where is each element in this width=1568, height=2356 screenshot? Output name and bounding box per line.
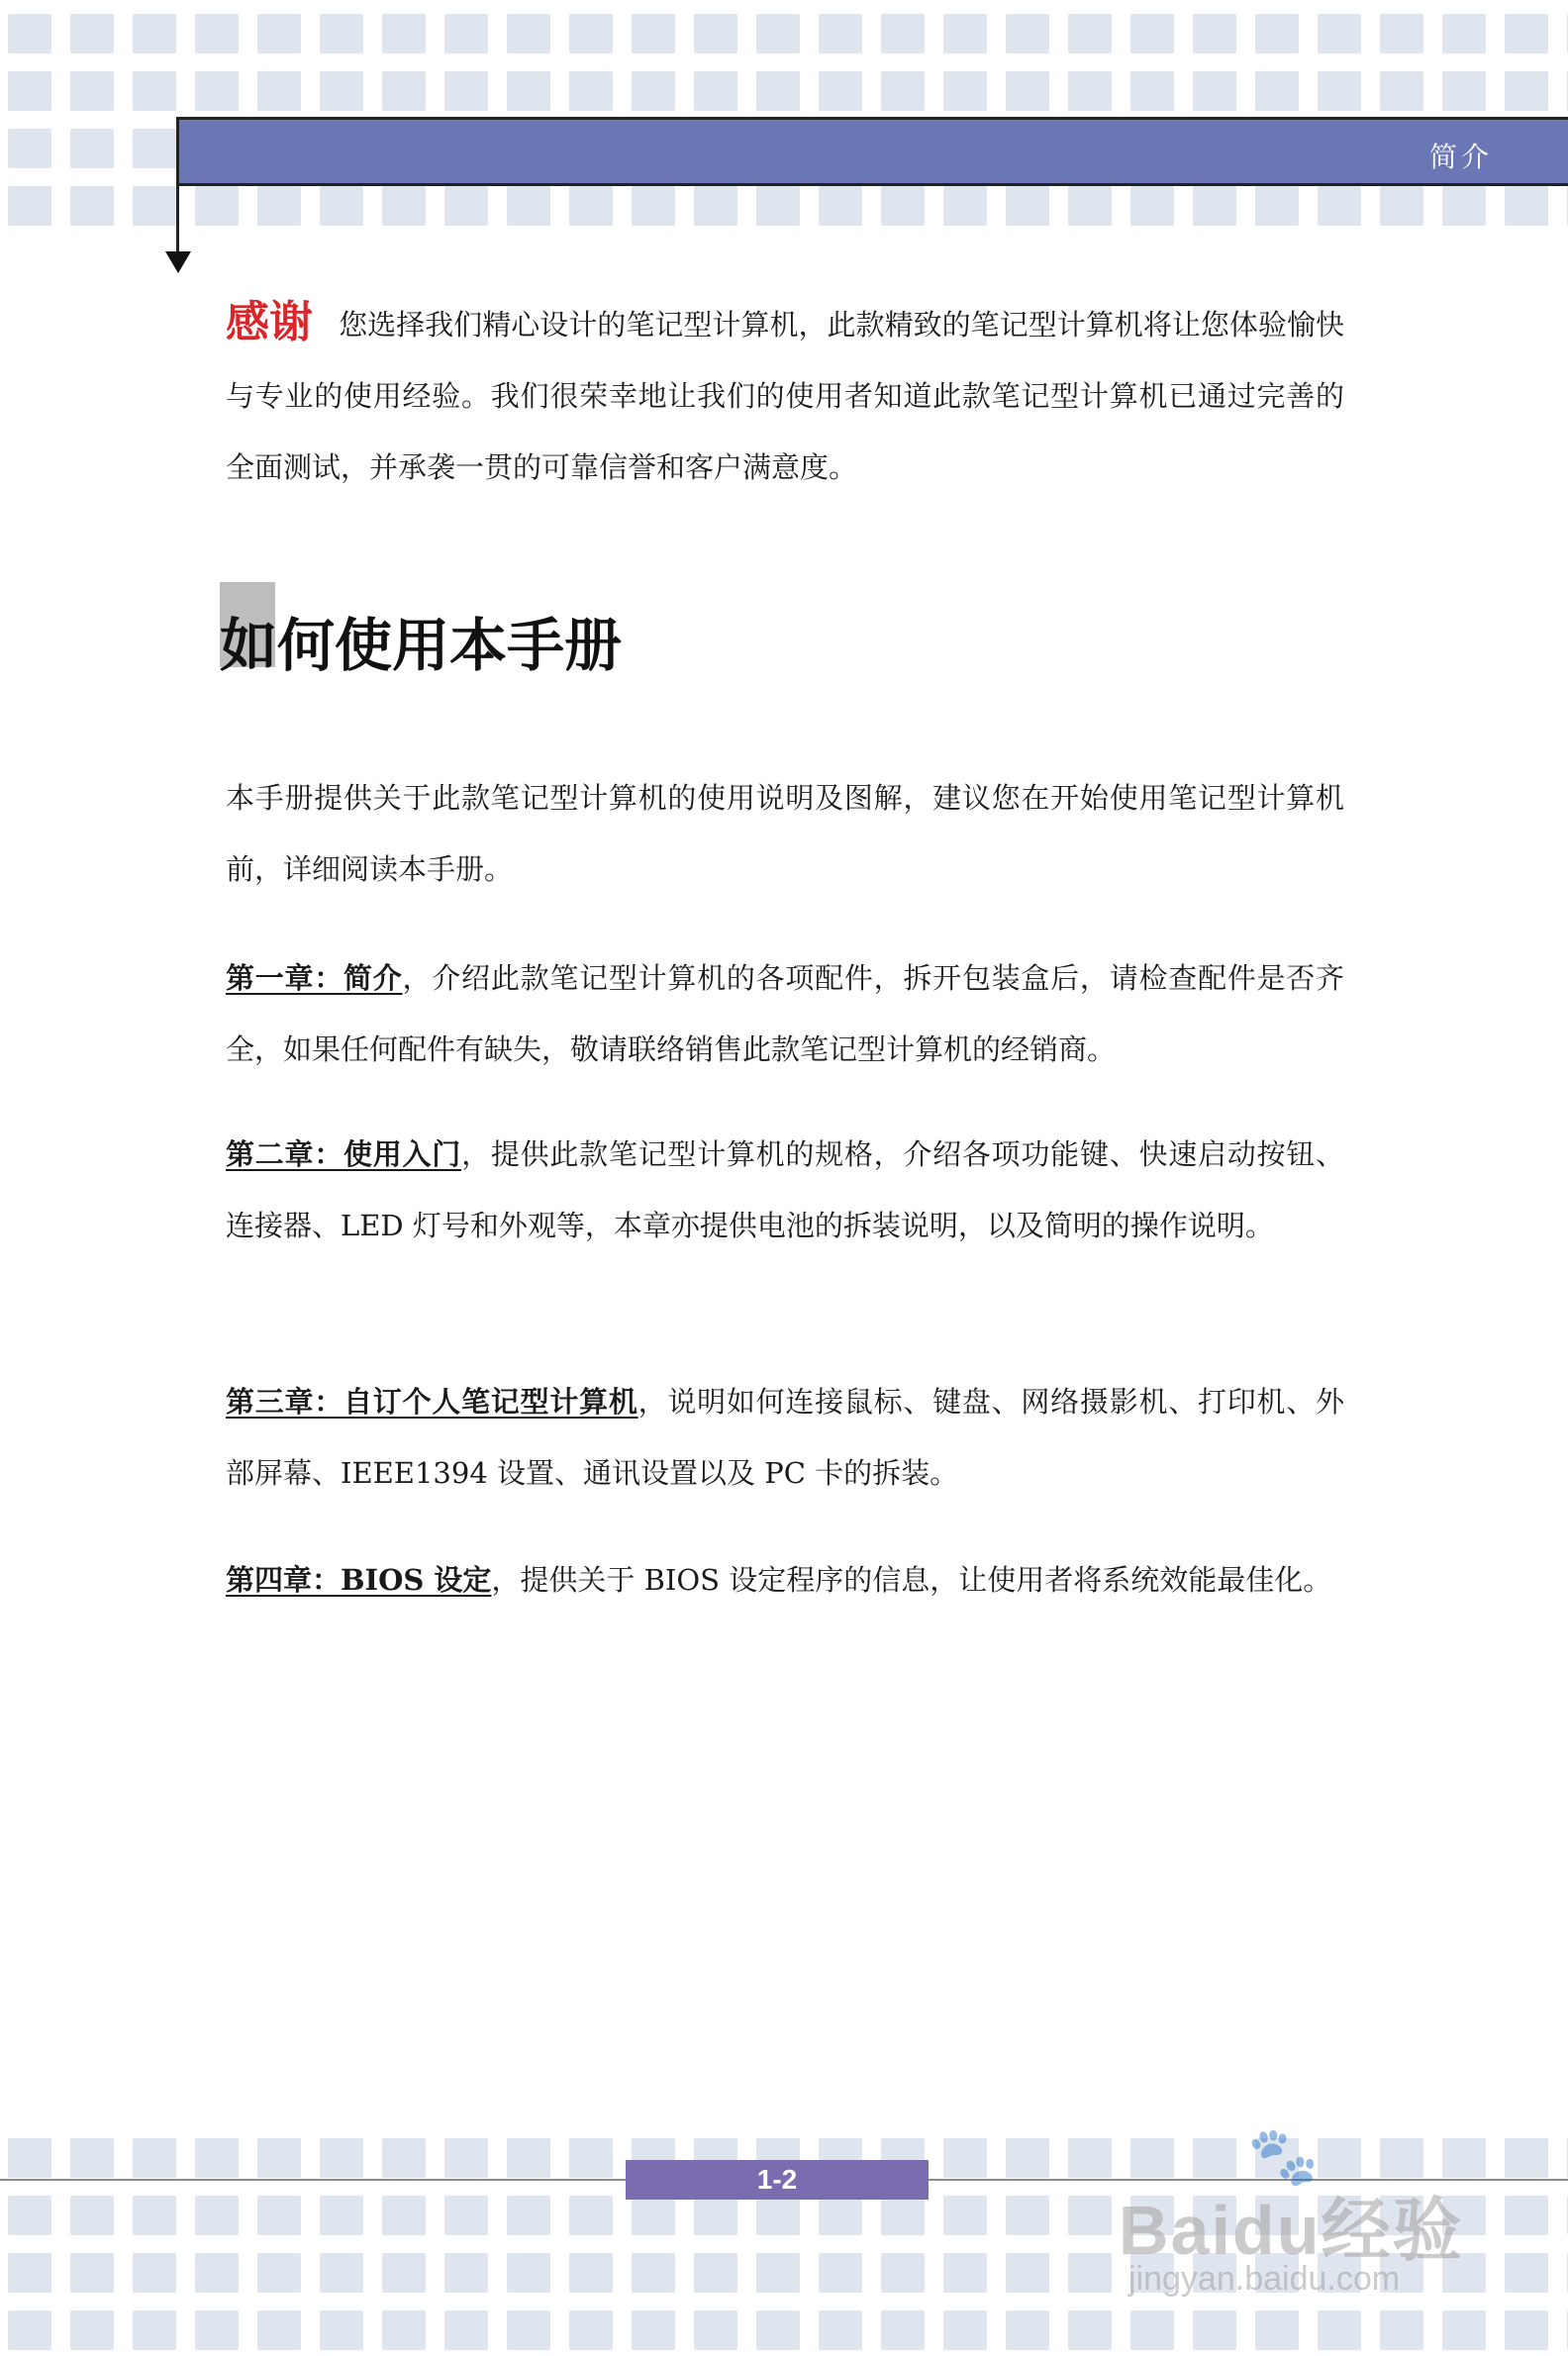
tile (8, 2196, 51, 2235)
tile (1505, 71, 1548, 111)
tile (8, 2138, 51, 2178)
tile (1442, 71, 1486, 111)
tile (1505, 2310, 1548, 2350)
tile (257, 71, 301, 111)
tile (694, 2253, 737, 2293)
tile (1193, 2310, 1236, 2350)
chapter-4-text: ，提供关于 BIOS 设定程序的信息，让使用者将系统效能最佳化。 (491, 1563, 1332, 1597)
tile (943, 71, 987, 111)
tile (1380, 2310, 1423, 2350)
tile (632, 2310, 675, 2350)
tile (70, 2196, 114, 2235)
tile (382, 2196, 426, 2235)
tile (1318, 186, 1361, 226)
tile (1006, 2138, 1049, 2178)
tile (382, 186, 426, 226)
tile (8, 71, 51, 111)
tile (1130, 71, 1174, 111)
tile (320, 2253, 363, 2293)
tile (257, 2310, 301, 2350)
tile (1006, 14, 1049, 53)
tile (756, 2253, 800, 2293)
intro-paragraph-block (226, 287, 1344, 503)
tile (257, 2196, 301, 2235)
tile (569, 2138, 613, 2178)
tile (1255, 2310, 1299, 2350)
tile (257, 186, 301, 226)
tile (819, 2310, 862, 2350)
tile (1442, 14, 1486, 53)
tile (133, 2196, 176, 2235)
tile (320, 14, 363, 53)
tile (382, 2138, 426, 2178)
tile (694, 71, 737, 111)
tile (8, 129, 51, 168)
tile (382, 2253, 426, 2293)
tile (881, 71, 925, 111)
tile (195, 2253, 239, 2293)
tile (943, 186, 987, 226)
tile (943, 2138, 987, 2178)
tile (1068, 14, 1112, 53)
tile (133, 2138, 176, 2178)
tile (1193, 71, 1236, 111)
tile (507, 2138, 550, 2178)
tile (1006, 71, 1049, 111)
chapter-2-title: 第二章：使用入门 (226, 1137, 462, 1171)
tile (756, 2196, 800, 2235)
tile (632, 71, 675, 111)
tile (943, 2253, 987, 2293)
tile (569, 14, 613, 53)
tile (1442, 186, 1486, 226)
chapter-3-text: ，说明如何连接鼠标、键盘、网络摄影机、打印机、外部屏幕、IEEE1394 设置、通讯设置以及 PC 卡的拆装。 (226, 1385, 1344, 1490)
tile (943, 2310, 987, 2350)
tile (382, 14, 426, 53)
tile (8, 186, 51, 226)
tile (1380, 186, 1423, 226)
tile (881, 186, 925, 226)
tile (632, 186, 675, 226)
tile (195, 2310, 239, 2350)
tile (1068, 186, 1112, 226)
tile (632, 2253, 675, 2293)
thanks-text: 您选择我们精心设计的笔记型计算机，此款精致的笔记型计算机将让您体验愉快与专业的使用经验。我们很荣幸地让我们的使用者知道此款笔记型计算机已通过完善的全面测试，并承袭一贯的可靠信誉和客户满意度。 (226, 308, 1344, 484)
tile (943, 14, 987, 53)
heading-block (220, 582, 623, 679)
tile (1505, 14, 1548, 53)
header-vertical-line (176, 117, 179, 255)
tile (70, 186, 114, 226)
tile (195, 14, 239, 53)
tile (1130, 2310, 1174, 2350)
tile (694, 2310, 737, 2350)
overview-paragraph: 本手册提供关于此款笔记型计算机的使用说明及图解，建议您在开始使用笔记型计算机前，详细阅读本手册。 (226, 781, 1344, 886)
tile (1318, 71, 1361, 111)
tile (1006, 2253, 1049, 2293)
tile (257, 14, 301, 53)
thanks-word: 感谢 (226, 297, 314, 347)
tile (569, 71, 613, 111)
tile (756, 2310, 800, 2350)
tile (320, 2310, 363, 2350)
section-title: 简介 (1428, 141, 1493, 173)
tile (819, 2253, 862, 2293)
tile (507, 2310, 550, 2350)
tile (1130, 186, 1174, 226)
watermark (1099, 2113, 1515, 2311)
tile (569, 2253, 613, 2293)
tile (1255, 71, 1299, 111)
tile (1193, 14, 1236, 53)
tile (819, 14, 862, 53)
tile (70, 2138, 114, 2178)
tile (694, 186, 737, 226)
tile (444, 2310, 488, 2350)
tile (133, 186, 176, 226)
tile (382, 2310, 426, 2350)
tile (756, 14, 800, 53)
tile (444, 186, 488, 226)
tile (257, 2253, 301, 2293)
tile (195, 2138, 239, 2178)
chapter-4-block (226, 1544, 1344, 1616)
tile (70, 129, 114, 168)
chapter-1-title: 第一章：简介 (226, 961, 403, 995)
tile (507, 2196, 550, 2235)
tile (1318, 2310, 1361, 2350)
chapter-2-block (226, 1119, 1344, 1261)
tile (1380, 14, 1423, 53)
tile (881, 2196, 925, 2235)
chapter-3-title: 第三章：自订个人笔记型计算机 (226, 1385, 638, 1419)
chapter-2-paragraph (226, 1119, 1344, 1261)
tile (1130, 14, 1174, 53)
down-arrow-icon (165, 251, 191, 273)
tile (320, 71, 363, 111)
tile (195, 186, 239, 226)
chapter-1-block (226, 942, 1344, 1085)
tile (1380, 71, 1423, 111)
chapter-4-paragraph (226, 1544, 1344, 1616)
tile (507, 186, 550, 226)
tile (507, 71, 550, 111)
tile (569, 186, 613, 226)
tile (756, 186, 800, 226)
tile (819, 186, 862, 226)
tile (133, 129, 176, 168)
tile (8, 2253, 51, 2293)
tile (320, 2196, 363, 2235)
tile (1068, 2310, 1112, 2350)
overview-block (226, 762, 1344, 905)
header-bar (176, 117, 1568, 186)
tile (8, 2310, 51, 2350)
tile (133, 2253, 176, 2293)
page-number: 1-2 (626, 2160, 929, 2200)
tile (1068, 71, 1112, 111)
tile (1006, 2196, 1049, 2235)
tile (1193, 186, 1236, 226)
tile (1255, 14, 1299, 53)
tile (507, 14, 550, 53)
tile (507, 2253, 550, 2293)
chapter-1-text: ，介绍此款笔记型计算机的各项配件，拆开包装盒后，请检查配件是否齐全，如果任何配件有缺失，敬请联络销售此款笔记型计算机的经销商。 (226, 961, 1344, 1066)
tile (694, 14, 737, 53)
tile (881, 2253, 925, 2293)
chapter-3-block (226, 1366, 1344, 1509)
tile (70, 2253, 114, 2293)
tile (320, 2138, 363, 2178)
tile (70, 71, 114, 111)
chapter-4-title: 第四章：BIOS 设定 (226, 1563, 492, 1597)
tile (943, 2196, 987, 2235)
tile (1255, 186, 1299, 226)
chapter-2-text: ，提供此款笔记型计算机的规格，介绍各项功能键、快速启动按钮、连接器、LED 灯号和外观等，本章亦提供电池的拆装说明，以及简明的操作说明。 (226, 1137, 1344, 1242)
tile (1006, 2310, 1049, 2350)
tile (1442, 2310, 1486, 2350)
paw-icon: 🐾 (1247, 2124, 1320, 2189)
tile (569, 2196, 613, 2235)
tile (756, 71, 800, 111)
chapter-1-paragraph (226, 942, 1344, 1085)
tile (70, 2310, 114, 2350)
tile (444, 2138, 488, 2178)
tile (320, 186, 363, 226)
tile (70, 14, 114, 53)
tile (195, 2196, 239, 2235)
tile (382, 71, 426, 111)
tile (444, 2196, 488, 2235)
tile (1505, 186, 1548, 226)
tile (257, 2138, 301, 2178)
watermark-brand: Baidu经验 (1119, 2192, 1464, 2269)
tile (8, 14, 51, 53)
tile (444, 2253, 488, 2293)
tile (133, 71, 176, 111)
tile (444, 71, 488, 111)
page-heading: 如何使用本手册 (220, 612, 623, 679)
tile (1006, 186, 1049, 226)
tile (819, 71, 862, 111)
intro-paragraph (226, 287, 1344, 503)
tile (632, 2196, 675, 2235)
tile (632, 14, 675, 53)
tile (1318, 14, 1361, 53)
tile (569, 2310, 613, 2350)
tile (819, 2196, 862, 2235)
watermark-url: jingyan.baidu.com (1128, 2260, 1401, 2298)
tile (133, 2310, 176, 2350)
chapter-3-paragraph (226, 1366, 1344, 1509)
tile (881, 2310, 925, 2350)
tile (444, 14, 488, 53)
tile (694, 2196, 737, 2235)
tile (881, 14, 925, 53)
tile (195, 71, 239, 111)
tile (133, 14, 176, 53)
